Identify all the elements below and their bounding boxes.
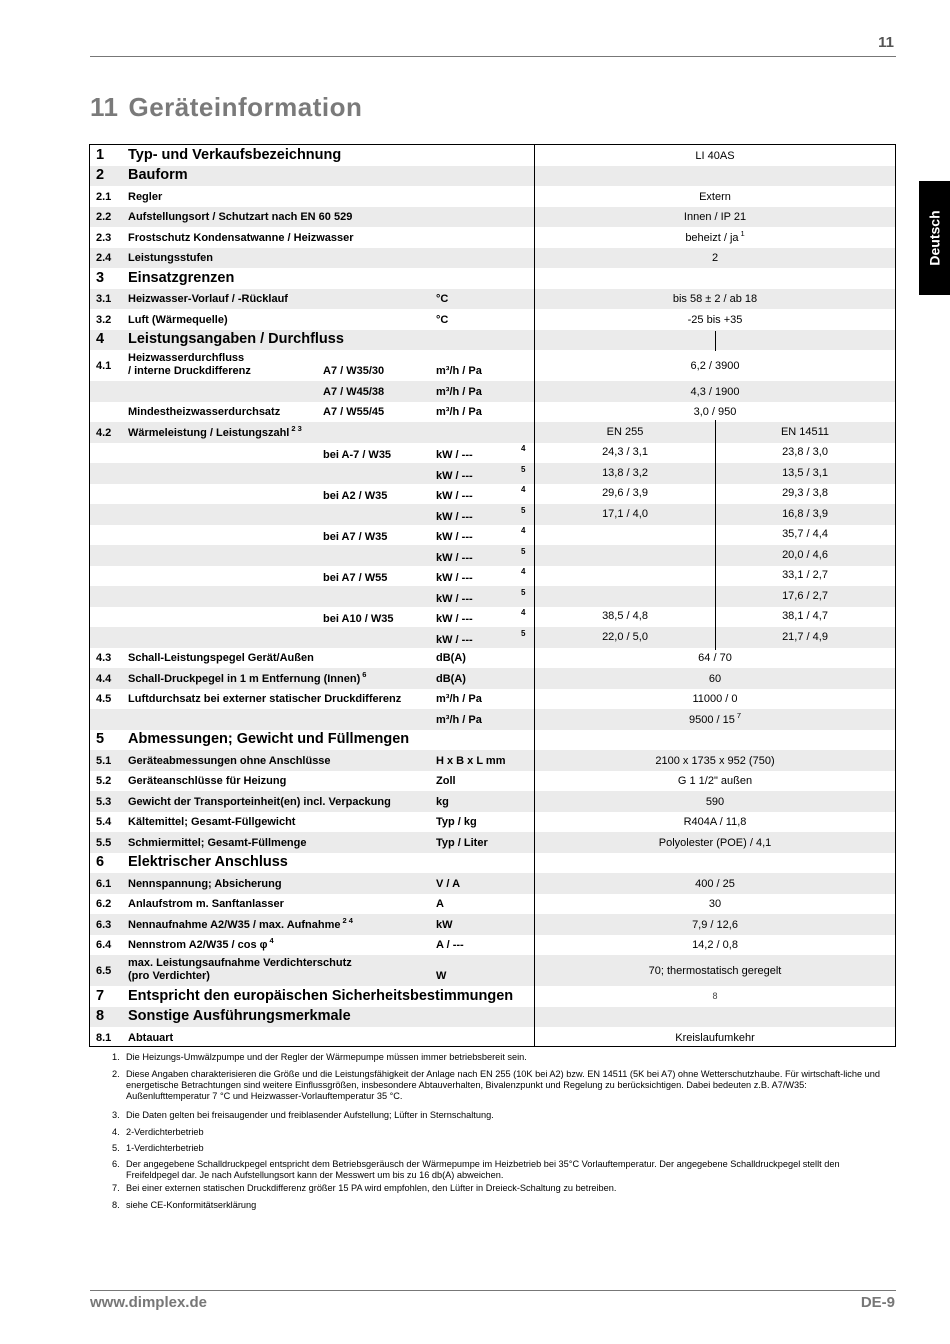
footnote-text: Die Heizungs-Umwälzpumpe und der Regler der Wärmepumpe müssen immer betriebsbereit sein.	[126, 1052, 527, 1062]
row-number: 5.2	[96, 775, 112, 788]
footnote-ref: 5	[521, 546, 526, 556]
footnote-ref: 6	[362, 669, 367, 679]
row-unit: m³/h / Pa	[436, 406, 482, 419]
row-number: 5.4	[96, 816, 112, 829]
row-label	[128, 878, 282, 890]
table-row	[90, 422, 895, 443]
row-value-text: 2100 x 1735 x 952 (750)	[655, 754, 775, 767]
footnote-ref: 2 3	[291, 423, 302, 433]
row-number: 3.1	[96, 293, 112, 306]
table-row	[90, 607, 895, 628]
row-number: 2	[96, 167, 105, 184]
row-label-text: Gewicht der Transporteinheit(en) incl. Verpackung	[128, 795, 391, 808]
row-value	[535, 710, 895, 726]
value-en255: 17,1 / 4,0	[602, 507, 648, 520]
table-row	[90, 812, 895, 833]
row-value	[535, 228, 895, 244]
row-value	[535, 150, 895, 162]
footnote-text: 2-Verdichterbetrieb	[126, 1127, 204, 1137]
row-value	[535, 878, 895, 890]
value-en14511: 20,0 / 4,6	[782, 548, 828, 561]
row-unit: H x B x L mm	[436, 754, 506, 767]
row-unit: kW / ---	[436, 572, 473, 585]
footnote-text: Der angegebene Schalldruckpegel entspricht dem Betriebsgeräusch der Wärmepumpe im Heizbetrieb bei 35°C Vorlauftemperatur. Der angegebene Schalldruckpegel stellt den Freifeldpegel dar. Je nach Aufstellungsort kann der Messwert um bis zu 16 db(A) abweichen.	[126, 1159, 840, 1180]
table-row	[90, 730, 895, 751]
row-label-text: max. Leistungsaufnahme Verdichterschutz	[128, 957, 352, 969]
row-label	[128, 915, 353, 931]
row-label	[128, 252, 213, 264]
row-unit: kW / ---	[436, 531, 473, 544]
value-en14511: 21,7 / 4,9	[782, 630, 828, 643]
row-label	[128, 936, 274, 952]
table-row	[90, 166, 895, 187]
row-number: 2.4	[96, 252, 112, 265]
table-row	[90, 330, 895, 351]
row-label-text: Nennspannung; Absicherung	[128, 877, 282, 890]
row-unit: Typ / Liter	[436, 836, 488, 849]
value-en14511: 29,3 / 3,8	[782, 487, 828, 500]
row-label-line2: / interne Druckdifferenz	[128, 365, 251, 377]
row-value-text: 590	[705, 795, 725, 808]
table-row	[90, 402, 895, 423]
row-number: 6	[96, 854, 105, 871]
table-row	[90, 853, 895, 874]
row-value	[535, 693, 895, 705]
row-value-text: Kreislaufumkehr	[675, 1031, 755, 1044]
row-value-text: 7,9 / 12,6	[692, 918, 738, 931]
footnote-number: 6.	[112, 1159, 120, 1169]
table-row	[90, 350, 895, 381]
value-en255: 29,6 / 3,9	[602, 487, 648, 500]
footnote-text: 1-Verdichterbetrieb	[126, 1143, 204, 1153]
table-row	[90, 309, 895, 330]
table-row	[90, 955, 895, 986]
table-row	[90, 914, 895, 935]
value-en14511: 17,6 / 2,7	[782, 589, 828, 602]
en-column-divider	[715, 331, 716, 351]
table-row	[90, 771, 895, 792]
row-label	[128, 1008, 351, 1024]
row-label	[128, 232, 354, 244]
row-value-text: 11000 / 0	[692, 693, 738, 706]
row-value-text: 14,2 / 0,8	[692, 939, 738, 952]
row-number: 4.2	[96, 426, 112, 439]
row-number: 6.1	[96, 877, 112, 890]
language-tab[interactable]	[919, 181, 950, 295]
title-number: 11	[90, 92, 119, 122]
value-en255: 38,5 / 4,8	[602, 610, 648, 623]
footnote-number: 3.	[112, 1110, 120, 1120]
row-unit: kW / ---	[436, 633, 473, 646]
row-label	[128, 270, 234, 286]
row-label-text: Frostschutz Kondensatwanne / Heizwasser	[128, 231, 354, 244]
table-row	[90, 443, 895, 464]
row-value-text: 2	[711, 252, 719, 265]
footnote-ref: 5	[521, 505, 526, 515]
row-value	[535, 293, 895, 305]
footer-divider	[90, 1290, 896, 1291]
row-unit: m³/h / Pa	[436, 713, 482, 726]
row-number: 8	[96, 1008, 105, 1025]
row-number: 6.4	[96, 939, 112, 952]
row-value-text: Innen / IP 21	[683, 211, 747, 224]
footnote-number: 5.	[112, 1143, 120, 1153]
row-value-text: 4,3 / 1900	[690, 385, 740, 398]
row-label-text: Typ- und Verkaufsbezeichnung	[128, 146, 342, 163]
row-value-text: 64 / 70	[698, 652, 732, 665]
row-value-text: 3,0 / 950	[693, 406, 737, 419]
row-condition: A7 / W55/45	[323, 406, 385, 419]
row-unit: W	[436, 970, 447, 982]
table-row	[90, 268, 895, 289]
row-label	[128, 331, 344, 347]
table-row	[90, 709, 895, 730]
row-value	[535, 1032, 895, 1044]
row-value	[535, 652, 895, 664]
row-value	[535, 919, 895, 931]
row-number: 7	[96, 987, 105, 1004]
row-value	[535, 775, 895, 787]
row-unit: m³/h / Pa	[436, 693, 482, 706]
row-label-text: Schmiermittel; Gesamt-Füllmenge	[128, 836, 307, 849]
row-unit: m³/h / Pa	[436, 365, 482, 377]
row-unit: kW / ---	[436, 449, 473, 462]
row-label-text: Geräteanschlüsse für Heizung	[128, 775, 287, 788]
row-label	[128, 775, 286, 787]
row-number: 5.3	[96, 795, 112, 808]
value-en14511: 23,8 / 3,0	[782, 446, 828, 459]
row-label	[128, 191, 162, 203]
row-label	[128, 693, 401, 705]
row-label	[128, 352, 244, 364]
row-number: 4	[96, 331, 105, 348]
footnote-ref: 4	[521, 608, 526, 618]
row-value	[535, 211, 895, 223]
value-en14511: 13,5 / 3,1	[782, 466, 828, 479]
table-row	[90, 986, 895, 1007]
spec-table	[89, 144, 896, 1047]
row-number: 5	[96, 731, 105, 748]
row-value	[535, 406, 895, 418]
row-label-text: Wärmeleistung / Leistungszahl	[128, 426, 290, 439]
row-label-text: Regler	[128, 190, 163, 203]
footnote-number: 2.	[112, 1069, 120, 1079]
value-en255: 24,3 / 3,1	[602, 446, 648, 459]
table-row	[90, 689, 895, 710]
row-label	[128, 652, 314, 664]
row-value-footnote: 8	[712, 990, 718, 1001]
row-value	[535, 898, 895, 910]
row-label	[128, 755, 331, 767]
row-label	[128, 796, 391, 808]
row-number: 8.1	[96, 1031, 112, 1044]
value-en14511: 16,8 / 3,9	[782, 507, 828, 520]
table-row	[90, 525, 895, 546]
row-value-text: G 1 1/2" außen	[677, 775, 753, 788]
table-row	[90, 289, 895, 310]
row-label	[128, 988, 513, 1004]
row-value-text: 400 / 25	[695, 877, 735, 890]
row-label	[128, 1032, 173, 1044]
footnote-ref: 4	[521, 444, 526, 454]
row-number: 2.1	[96, 190, 112, 203]
value-en14511: 33,1 / 2,7	[782, 569, 828, 582]
footnote-ref: 4	[521, 567, 526, 577]
row-number: 5.5	[96, 836, 112, 849]
row-label-text: Schall-Druckpegel in 1 m Entfernung (Innen)	[128, 672, 361, 685]
row-value	[535, 755, 895, 767]
row-label	[128, 314, 228, 326]
table-row	[90, 894, 895, 915]
row-unit: Typ / kg	[436, 816, 477, 829]
row-number: 2.3	[96, 231, 112, 244]
row-value	[535, 252, 895, 264]
row-number: 4.3	[96, 652, 112, 665]
header-divider	[90, 56, 896, 57]
row-label	[128, 167, 188, 183]
footnote-ref: 4	[521, 485, 526, 495]
footnote-number: 7.	[112, 1183, 120, 1193]
row-number: 4.4	[96, 672, 112, 685]
row-value-text: 30	[708, 898, 722, 911]
value-en14511: 38,1 / 4,7	[782, 610, 828, 623]
table-row	[90, 463, 895, 484]
row-condition: A7 / W45/38	[323, 385, 385, 398]
row-unit: V / A	[436, 877, 461, 890]
footnote-ref: 5	[521, 628, 526, 638]
row-label-text: Sonstige Ausführungsmerkmale	[128, 1008, 351, 1025]
table-row	[90, 627, 895, 648]
footnote-ref: 4	[521, 526, 526, 536]
row-label	[128, 293, 288, 305]
row-number: 6.2	[96, 898, 112, 911]
table-row	[90, 186, 895, 207]
row-value	[535, 816, 895, 828]
row-value-text: R404A / 11,8	[683, 816, 747, 829]
table-row	[90, 227, 895, 248]
row-number: 4.1	[96, 360, 112, 372]
table-row	[90, 832, 895, 853]
row-label-text: Nennaufnahme A2/W35 / max. Aufnahme	[128, 918, 341, 931]
value-en14511: EN 14511	[780, 425, 830, 438]
table-row	[90, 1027, 895, 1047]
row-value	[535, 965, 895, 977]
footnote-number: 1.	[112, 1052, 120, 1062]
en-column-divider	[715, 420, 716, 650]
row-unit: dB(A)	[436, 672, 466, 685]
row-condition: A7 / W35/30	[323, 365, 385, 377]
row-number: 5.1	[96, 754, 112, 767]
table-row	[90, 145, 895, 166]
row-label-line2: (pro Verdichter)	[128, 970, 210, 982]
row-label-text: Aufstellungsort / Schutzart nach EN 60 529	[128, 211, 353, 224]
footer-website-link[interactable]: www.dimplex.de	[90, 1294, 207, 1311]
row-value-text: LI 40AS	[695, 149, 735, 162]
row-number: 3	[96, 269, 105, 286]
row-unit: Zoll	[436, 775, 456, 788]
row-value	[535, 386, 895, 398]
row-condition: bei A-7 / W35	[323, 449, 392, 462]
row-value-text: Polyolester (POE) / 4,1	[658, 836, 772, 849]
row-label-text: Leistungsangaben / Durchfluss	[128, 331, 344, 348]
row-condition: bei A7 / W55	[323, 572, 388, 585]
page-title	[90, 92, 362, 123]
row-label	[128, 898, 284, 910]
footnote-ref: 5	[521, 464, 526, 474]
table-row	[90, 935, 895, 956]
row-unit: kW / ---	[436, 613, 473, 626]
table-row	[90, 750, 895, 771]
row-label-text: Luftdurchsatz bei externer statischer Druckdifferenz	[128, 693, 402, 706]
row-unit: °C	[436, 313, 449, 326]
row-label	[128, 837, 307, 849]
row-label	[128, 406, 280, 418]
table-row	[90, 648, 895, 669]
footnote-number: 8.	[112, 1200, 120, 1210]
value-en255: 13,8 / 3,2	[602, 466, 648, 479]
row-label	[128, 669, 367, 685]
row-unit: A / ---	[436, 939, 464, 952]
footnote-ref: 5	[521, 587, 526, 597]
row-value	[535, 837, 895, 849]
row-label-text: Luft (Wärmequelle)	[128, 313, 228, 326]
row-label-text: Geräteabmessungen ohne Anschlüsse	[128, 754, 331, 767]
row-value	[535, 360, 895, 372]
row-label-text: Anlaufstrom m. Sanftanlasser	[128, 898, 284, 911]
row-unit: kW	[436, 918, 453, 931]
row-value-text: 9500 / 15	[688, 713, 735, 726]
row-unit: A	[436, 898, 444, 911]
row-condition: bei A7 / W35	[323, 531, 388, 544]
row-label-text: Heizwasser-Vorlauf / -Rücklauf	[128, 293, 288, 306]
row-condition: bei A10 / W35	[323, 613, 394, 626]
footnote-ref: 4	[269, 936, 274, 946]
footnote-text: Die Daten gelten bei freisaugender und freiblasender Aufstellung; Lüfter in Sternschaltung.	[126, 1110, 494, 1120]
table-row	[90, 566, 895, 587]
row-label-text: Mindestheizwasserdurchsatz	[128, 406, 281, 419]
row-label-text: Schall-Leistungspegel Gerät/Außen	[128, 652, 314, 665]
page-number-top: 11	[878, 34, 894, 51]
table-row	[90, 545, 895, 566]
footnote-text: Diese Angaben charakterisieren die Größe und die Leistungsfähigkeit der Anlage nach EN 255 (10K bei A2) bzw. EN 14511 (5K bei A7) ohne Wetterschutzhaube. Für wirtschaft-liche und energetische Betrachtungen sind weitere Einflussgrößen, insbesondere Abtauverhalten, Bivalenzpunkt und Regelung zu berücksichtigen. Dabei bedeuten z.B. A7/W35: Außenlufttemperatur 7 °C und Heizwasser-Vorlauftemperatur 35 °C.	[126, 1069, 880, 1101]
footnote-number: 4.	[112, 1127, 120, 1137]
row-value	[535, 191, 895, 203]
title-text: Geräteinformation	[128, 92, 363, 122]
row-number: 6.3	[96, 918, 112, 931]
row-label-text: Abtauart	[128, 1031, 174, 1044]
row-number: 4.5	[96, 693, 112, 706]
table-row	[90, 381, 895, 402]
row-unit: dB(A)	[436, 652, 466, 665]
row-number: 1	[96, 146, 105, 163]
row-label-text: Entspricht den europäischen Sicherheitsbestimmungen	[128, 987, 514, 1004]
footnote-ref: 2 4	[342, 915, 353, 925]
row-value-text: -25 bis +35	[687, 313, 743, 326]
row-label-text: Einsatzgrenzen	[128, 269, 235, 286]
table-row	[90, 668, 895, 689]
row-label-text: Abmessungen; Gewicht und Füllmengen	[128, 731, 410, 748]
row-label-text: Elektrischer Anschluss	[128, 854, 288, 871]
table-row	[90, 484, 895, 505]
row-label	[128, 854, 288, 870]
footnote-text: Bei einer externen statischen Druckdifferenz größer 15 PA wird empfohlen, den Lüfter in Dreieck-Schaltung zu betreiben.	[126, 1183, 617, 1193]
row-value	[535, 314, 895, 326]
table-row	[90, 791, 895, 812]
row-label	[128, 147, 341, 163]
footnote-ref: 1	[740, 228, 745, 238]
row-value	[535, 939, 895, 951]
footnote-ref: 7	[736, 710, 742, 720]
row-value-text: 60	[708, 672, 722, 685]
language-tab-label: Deutsch	[926, 210, 943, 266]
table-row	[90, 207, 895, 228]
table-row	[90, 1007, 895, 1028]
value-en14511: 35,7 / 4,4	[782, 528, 828, 541]
row-number: 2.2	[96, 211, 112, 224]
row-unit: kW / ---	[436, 551, 473, 564]
row-label-text: Leistungsstufen	[128, 252, 213, 265]
row-value-text: bis 58 ± 2 / ab 18	[672, 293, 758, 306]
row-label-text: Nennstrom A2/W35 / cos φ	[128, 939, 268, 952]
table-row	[90, 873, 895, 894]
row-number: 6.5	[96, 965, 112, 977]
value-en255: EN 255	[606, 425, 644, 438]
row-unit: m³/h / Pa	[436, 385, 482, 398]
row-unit: kW / ---	[436, 469, 473, 482]
table-row	[90, 504, 895, 525]
row-unit: kW / ---	[436, 510, 473, 523]
row-value	[535, 796, 895, 808]
row-label-text: Kältemittel; Gesamt-Füllgewicht	[128, 816, 296, 829]
row-label	[128, 211, 352, 223]
footnote-text: siehe CE-Konformitätserklärung	[126, 1200, 257, 1210]
row-label	[128, 957, 352, 969]
row-value-text: Extern	[699, 190, 731, 203]
row-label	[128, 731, 409, 747]
footer-page-number: DE-9	[860, 1294, 895, 1311]
row-label	[128, 423, 302, 439]
row-label-text: Bauform	[128, 167, 188, 184]
row-unit: °C	[436, 293, 449, 306]
row-unit: kW / ---	[436, 490, 473, 503]
row-number: 3.2	[96, 313, 112, 326]
row-value-text: beheizt / ja	[685, 231, 739, 244]
table-row	[90, 248, 895, 269]
row-unit: kg	[436, 795, 449, 808]
row-value	[535, 673, 895, 685]
row-unit: kW / ---	[436, 592, 473, 605]
value-en255: 22,0 / 5,0	[602, 630, 648, 643]
table-row	[90, 586, 895, 607]
row-value-text: 70; thermostatisch geregelt	[648, 965, 782, 977]
row-label	[128, 816, 295, 828]
row-value-text: 6,2 / 3900	[690, 360, 740, 372]
row-label-text: Heizwasserdurchfluss	[128, 352, 245, 364]
row-condition: bei A2 / W35	[323, 490, 388, 503]
